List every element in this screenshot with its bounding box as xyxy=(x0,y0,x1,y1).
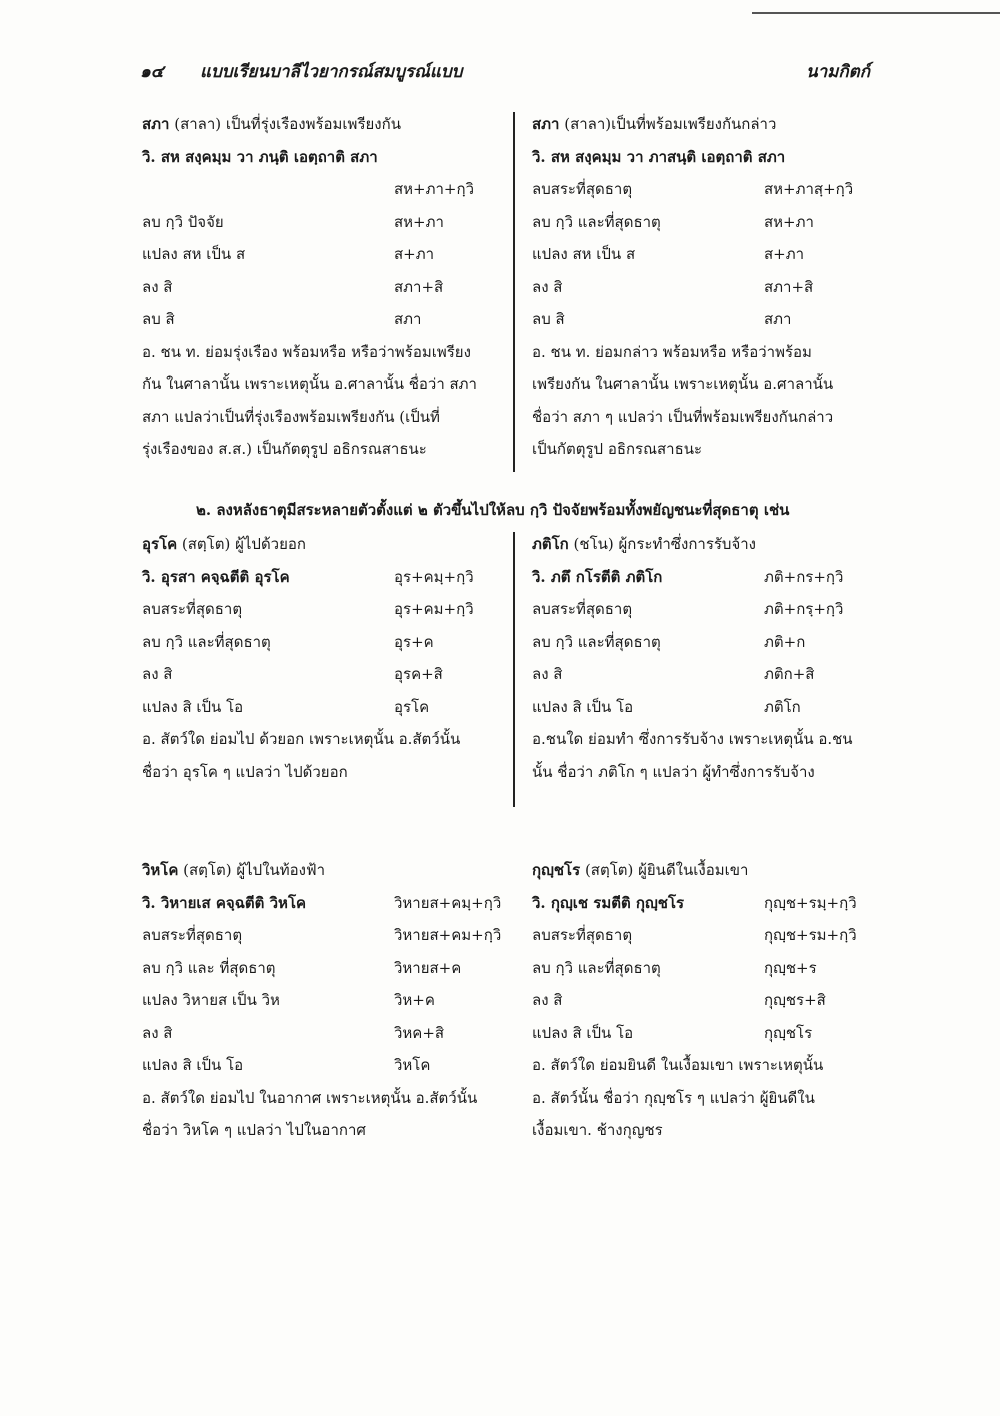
step-row: ลบ กฺวิ ปัจจัย สห+ภา xyxy=(142,212,444,231)
entry-title: ภติโก xyxy=(532,535,569,553)
entry-meaning: อ. สัตว์นั้น ชื่อว่า กุญฺชโร ๆ แปลว่า ผู้ยินดีใน xyxy=(532,1088,815,1107)
step-row: ลบสระที่สุดธาตุ กุญฺช+รม+กฺวิ xyxy=(532,926,857,944)
step-row: ลบ กฺวิ และที่สุดธาตุ กุญฺช+ร xyxy=(532,958,817,977)
entry-sabha-right xyxy=(532,108,877,466)
column-divider xyxy=(513,532,515,807)
entry-sabha-left xyxy=(142,108,507,466)
step-row: แปลง สิ เป็น โอ กุญฺชโร xyxy=(532,1023,813,1042)
entry-title: สภา xyxy=(532,115,560,133)
step-row: ลบ กฺวิ และที่สุดธาตุ ภติ+ก xyxy=(532,632,806,651)
entry-meaning: อ. ชน ท. ย่อมรุ่งเรือง พร้อมหรือ หรือว่าพร้อมเพรียง xyxy=(142,342,471,361)
entry-meaning: ชื่อว่า อุรโค ๆ แปลว่า ไปด้วยอก xyxy=(142,762,348,781)
chapter-title: นามกิตก์ xyxy=(806,62,870,82)
top-border-line xyxy=(752,12,1000,14)
entry-meaning: อ. สัตว์ใด ย่อมยินดี ในเงื้อมเขา เพราะเหตุนั้น xyxy=(532,1056,824,1074)
entry-meaning: อ. สัตว์ใด ย่อมไป ในอากาศ เพราะเหตุนั้น อ.สัตว์นั้น xyxy=(142,1088,478,1107)
entry-meaning: กัน ในศาลานั้น เพราะเหตุนั้น อ.ศาลานั้น ชื่อว่า สภา xyxy=(142,375,477,393)
entry-vigraha: วิ. สห สงฺคมฺม วา ภาสนฺติ เอตฺถาติ สภา xyxy=(532,147,786,166)
entry-meaning: ชื่อว่า สภา ๆ แปลว่า เป็นที่พร้อมเพรียงกันกล่าว xyxy=(532,407,834,426)
entry-meaning: นั้น ชื่อว่า ภติโก ๆ แปลว่า ผู้ทำซึ่งการรับจ้าง xyxy=(532,762,815,781)
vigraha-form: กุญฺช+รมฺ+กฺวิ xyxy=(764,893,857,912)
entry-meaning: ชื่อว่า วิหโค ๆ แปลว่า ไปในอากาศ xyxy=(142,1121,366,1139)
entry-vigraha: วิ. วิหายเส คจฺฉตีติ วิหโค xyxy=(142,893,307,912)
step-row: แปลง วิหายส เป็น วิห วิห+ค xyxy=(142,991,435,1009)
step-row: แปลง สิ เป็น โอ วิหโค xyxy=(142,1056,431,1074)
entry-vigraha: วิ. สห สงฺคมฺม วา ภนฺติ เอตฺถาติ สภา xyxy=(142,147,378,166)
entry-meaning: เงื้อมเขา. ช้างกุญชร xyxy=(532,1121,663,1139)
entry-vigraha: วิ. กุญฺเช รมตีติ กุญฺชโร xyxy=(532,893,685,912)
step-row: ลบ กฺวิ และที่สุดธาตุ สห+ภา xyxy=(532,212,814,231)
entry-title: วิหโค xyxy=(142,861,179,879)
step-row: แปลง สห เป็น ส ส+ภา xyxy=(142,245,435,263)
step-row: แปลง สิ เป็น โอ ภติโก xyxy=(532,697,801,716)
step-row: ลง สิ สภา+สิ xyxy=(532,277,814,296)
entry-meaning: อ. ชน ท. ย่อมกล่าว พร้อมหรือ หรือว่าพร้อม xyxy=(532,342,812,361)
entry-gloss: (ชโน) ผู้กระทำซึ่งการรับจ้าง xyxy=(568,535,756,553)
entry-urago xyxy=(142,528,507,788)
step-row: ลง สิ กุญฺชร+สิ xyxy=(532,991,826,1009)
step-row: ลบสระที่สุดธาตุ อุร+คม+กฺวิ xyxy=(142,600,474,618)
entry-gloss: (สาลา)เป็นที่พร้อมเพรียงกันกล่าว xyxy=(559,115,777,133)
entry-vihago xyxy=(142,854,507,1147)
entry-title: อุรโค xyxy=(142,535,178,553)
entry-gloss: (สตฺโต) ผู้ไปในท้องฟ้า xyxy=(178,861,326,879)
entry-vigraha: วิ. อุรสา คจฺฉตีติ อุรโค xyxy=(142,567,290,586)
step-row: แปลง สห เป็น ส ส+ภา xyxy=(532,245,805,263)
step-row: ลบสระที่สุดธาตุ ภติ+กรฺ+กฺวิ xyxy=(532,600,844,618)
step-row: สห+ภา+กฺวิ xyxy=(394,180,474,198)
step-row: ลง สิ อุรค+สิ xyxy=(142,665,443,683)
step-row: ลง สิ สภา+สิ xyxy=(142,277,444,296)
step-row: ลง สิ วิหค+สิ xyxy=(142,1023,445,1042)
step-row: ลง สิ ภติก+สิ xyxy=(532,665,815,683)
step-row: ลบ สิ สภา xyxy=(142,310,422,328)
entry-meaning: เป็นกัตตุรูป อธิกรณสาธนะ xyxy=(532,440,703,458)
entry-bhatiko xyxy=(532,528,877,788)
vigraha-form: ภติ+กร+กฺวิ xyxy=(764,567,844,586)
entry-title: สภา xyxy=(142,115,170,133)
entry-gloss: (สาลา) เป็นที่รุ่งเรืองพร้อมเพรียงกัน xyxy=(169,115,401,133)
entry-meaning: สภา แปลว่าเป็นที่รุ่งเรืองพร้อมเพรียงกัน (เป็นที่ xyxy=(142,407,440,426)
entry-kunchoro xyxy=(532,854,877,1147)
entry-vigraha: วิ. ภตึ กโรตีติ ภติโก xyxy=(532,567,663,586)
step-row: แปลง สิ เป็น โอ อุรโค xyxy=(142,697,430,716)
step-row: ลบสระที่สุดธาตุ วิหายส+คม+กฺวิ xyxy=(142,926,502,944)
rule-heading: ๒. ลงหลังธาตุมีสระหลายตัวตั้งแต่ ๒ ตัวขึ้นไปให้ลบ กฺวิ ปัจจัยพร้อมทั้งพยัญชนะที่สุดธาตุ เช่น xyxy=(196,501,790,519)
step-row: ลบสระที่สุดธาตุ สห+ภาสฺ+กฺวิ xyxy=(532,180,854,198)
entry-meaning: อ.ชนใด ย่อมทำ ซึ่งการรับจ้าง เพราะเหตุนั้น อ.ชน xyxy=(532,730,853,748)
vigraha-form: วิหายส+คมฺ+กฺวิ xyxy=(394,893,502,912)
step-row: ลบ กฺวิ และที่สุดธาตุ อุร+ค xyxy=(142,632,434,651)
entry-title: กุญฺชโร xyxy=(532,861,581,879)
column-divider xyxy=(513,112,515,472)
vigraha-form: อุร+คมฺ+กฺวิ xyxy=(394,567,474,586)
page-header xyxy=(140,58,870,88)
entry-gloss: (สตฺโต) ผู้ยินดีในเงื้อมเขา xyxy=(580,861,749,879)
entry-meaning: อ. สัตว์ใด ย่อมไป ด้วยอก เพราะเหตุนั้น อ.สัตว์นั้น xyxy=(142,730,461,748)
entry-gloss: (สตฺโต) ผู้ไปด้วยอก xyxy=(177,535,306,553)
book-title: แบบเรียนบาลีไวยากรณ์สมบูรณ์แบบ xyxy=(200,62,463,82)
entry-meaning: เพรียงกัน ในศาลานั้น เพราะเหตุนั้น อ.ศาลานั้น xyxy=(532,375,834,393)
entry-meaning: รุ่งเรืองของ ส.ส.) เป็นกัตตุรูป อธิกรณสาธนะ xyxy=(142,440,427,458)
page-number: ๑๔ xyxy=(140,62,164,82)
step-row: ลบ สิ สภา xyxy=(532,310,792,328)
step-row: ลบ กฺวิ และ ที่สุดธาตุ วิหายส+ค xyxy=(142,958,462,977)
